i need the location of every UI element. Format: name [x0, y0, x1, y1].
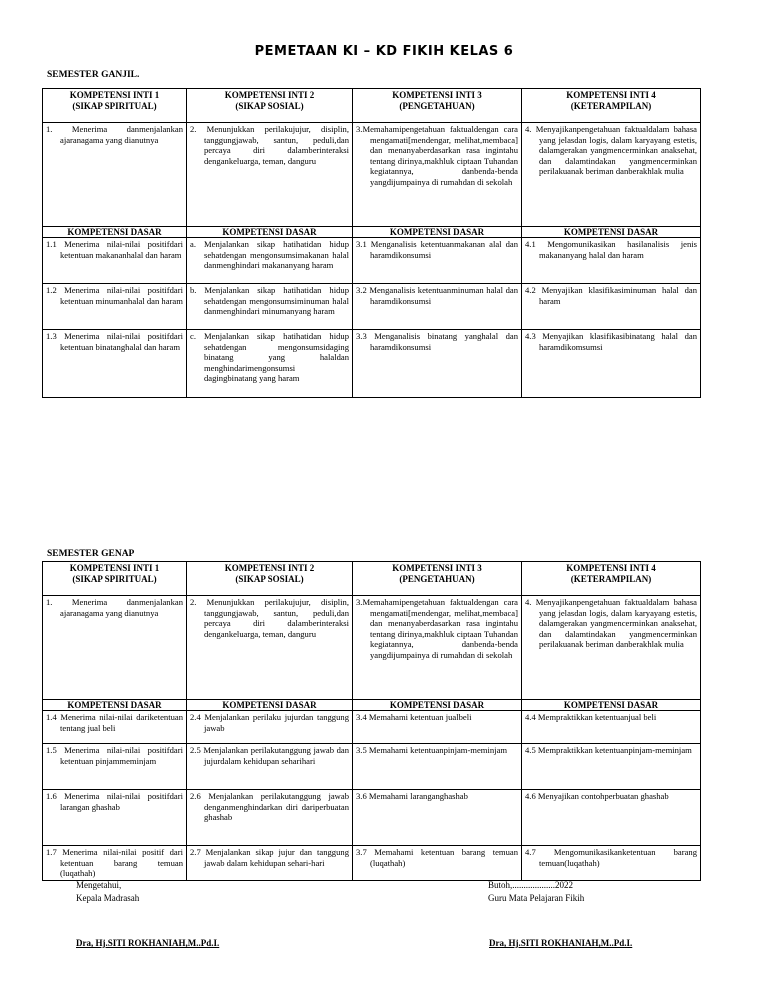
- kd-text: 4.5 Mempraktikkan ketentuanpinjam-meminjam: [525, 745, 692, 755]
- kd-row: [43, 284, 701, 330]
- ki-text-cell: [43, 596, 187, 700]
- kd-row: [43, 711, 701, 744]
- ki-text: 1. Menerima danmenjalankan ajaranagama yang dianutnya: [46, 597, 183, 618]
- kd-text: c. Menjalankan sikap hatihatidan hidup sehatdengan mengonsumsidaging binatang yang halaldan menghindarimengonsumsi dagingbinatang yang haram: [190, 331, 349, 384]
- kd-text: 4.3 Menyajikan klasifikasibinatang halal dan haramdikomsumsi: [525, 331, 697, 352]
- ki-header-cell: [187, 562, 353, 596]
- ki-text-cell: [187, 596, 353, 700]
- kd-text: 3.5 Memahami ketentuanpinjam-meminjam: [356, 745, 508, 755]
- ki-text: 4. Menyajikanpengetahuan faktualdalam bahasa yang jelasdan logis, dalam karyayang estetis, dalamgerakan yangmencerminkan anaksehat, dan dalamtindakan yangmencerminkan perilakuanak beriman danberakhlak mulia: [525, 597, 697, 650]
- ki-text-cell: [353, 123, 522, 227]
- kd-cell: [522, 284, 701, 330]
- kd-text: a. Menjalankan sikap hatihatidan hidup sehatdengan mengonsumsimakanan halal danmenghindari makananyang haram: [190, 239, 349, 271]
- kd-cell: [187, 284, 353, 330]
- kd-text: 1.7 Menerima nilai-nilai positif dari ketentuan barang temuan (luqathah): [46, 847, 183, 879]
- kd-cell: [522, 238, 701, 284]
- ki-text-cell: [522, 123, 701, 227]
- kd-text: 3.2 Menganalisis ketentuanminuman halal dan haramdikonsumsi: [356, 285, 518, 306]
- ki-text-cell: [187, 123, 353, 227]
- kd-text: 2.5 Menjalankan perilakutanggung jawab dan jujurdalam kehidupan seharihari: [190, 745, 349, 766]
- kd-text: 3.6 Memahami laranganghashab: [356, 791, 468, 801]
- kd-cell: [353, 238, 522, 284]
- ki-header-line1: KOMPETENSI INTI 4: [566, 563, 656, 573]
- ki-header-cell: [43, 89, 187, 123]
- kd-cell: [353, 790, 522, 846]
- ki-header-line2: (PENGETAHUAN): [399, 574, 475, 584]
- kd-text: 1.2 Menerima nilai-nilai positifdari ketentuan minumanhalal dan haram: [46, 285, 183, 306]
- page-title: PEMETAAN KI – KD FIKIH KELAS 6: [254, 44, 514, 59]
- ki-header-cell: [353, 89, 522, 123]
- kd-header-cell: KOMPETENSI DASAR: [522, 227, 701, 238]
- ki-text: 2. Menunjukkan perilakujujur, disiplin, tanggungjawab, santun, peduli,dan percaya diri dalamberinteraksi dengankeluarga, teman, danguru: [190, 597, 349, 639]
- kd-text: 1.1 Menerima nilai-nilai positifdari ketentuan makananhalal dan haram: [46, 239, 183, 260]
- kd-cell: [43, 238, 187, 284]
- kd-cell: [353, 330, 522, 398]
- kd-cell: [187, 711, 353, 744]
- kd-row: [43, 238, 701, 284]
- kd-text: 2.4 Menjalankan perilaku jujurdan tanggung jawab: [190, 712, 349, 733]
- kd-header-row: [43, 700, 701, 711]
- signature-left: [76, 879, 139, 905]
- kd-cell: [353, 711, 522, 744]
- kd-header-cell: KOMPETENSI DASAR: [353, 227, 522, 238]
- kd-text: 1.4 Menerima nilai-nilai dariketentuan tentang jual beli: [46, 712, 183, 733]
- semester-ganjil-label: SEMESTER GANJIL.: [47, 70, 140, 80]
- kd-text: 3.1 Menganalisis ketentuanmakanan alal dan haramdikonsumsi: [356, 239, 518, 260]
- ki-text-cell: [353, 596, 522, 700]
- genap-table: [42, 561, 701, 881]
- ki-header-row: [43, 89, 701, 123]
- kd-header-cell: KOMPETENSI DASAR: [522, 700, 701, 711]
- kd-text: 2.7 Menjalankan sikap jujur dan tanggung jawab dalam kehidupan sehari-hari: [190, 847, 349, 868]
- kd-cell: [353, 744, 522, 790]
- ki-text: 3.Memahamipengetahuan faktualdengan cara mengamati[mendengar, melihat,membaca] dan menanyaberdasarkan rasa ingintahu tentang dirinya,makhluk ciptaan Tuhandan kegiatannya, danbenda-benda yangdijumpainya di rumahdan di sekolah: [356, 124, 518, 187]
- ki-header-cell: [43, 562, 187, 596]
- kd-text: 3.4 Memahami ketentuan jualbeli: [356, 712, 472, 722]
- kd-text: b. Menjalankan sikap hatihatidan hidup sehatdengan mengonsumsiminuman halal danmenghindari minumanyang haram: [190, 285, 349, 317]
- kd-cell: [353, 846, 522, 881]
- kd-text: 1.5 Menerima nilai-nilai positifdari ketentuan pinjammeminjam: [46, 745, 183, 766]
- kd-text: 4.1 Mengomunikasikan hasilanalisis jenis makananyang halal dan haram: [525, 239, 697, 260]
- kd-text: 4.6 Menyajikan contohperbuatan ghashab: [525, 791, 669, 801]
- ki-text: 3.Memahamipengetahuan faktualdengan cara mengamati[mendengar, melihat,membaca] dan menanyaberdasarkan rasa ingintahu tentang dirinya,makhluk ciptaan Tuhandan kegiatannya, danbenda-benda yangdijumpainya di rumahdan di sekolah: [356, 597, 518, 660]
- kd-cell: [522, 790, 701, 846]
- kd-cell: [43, 790, 187, 846]
- kd-text: 3.3 Menganalisis binatang yanghalal dan haramdikonsumsi: [356, 331, 518, 352]
- ki-header-cell: [522, 89, 701, 123]
- kd-cell: [522, 846, 701, 881]
- kd-text: 2.6 Menjalankan perilakutanggung jawab denganmenghindarkan diri dariperbuatan ghashab: [190, 791, 349, 823]
- kd-cell: [43, 846, 187, 881]
- kd-header-cell: KOMPETENSI DASAR: [353, 700, 522, 711]
- ki-header-line2: (SIKAP SPIRITUAL): [72, 574, 157, 584]
- kd-header-cell: KOMPETENSI DASAR: [187, 227, 353, 238]
- ki-header-line1: KOMPETENSI INTI 2: [224, 563, 315, 573]
- ki-header-cell: [353, 562, 522, 596]
- kd-text: 1.6 Menerima nilai-nilai positifdari larangan ghashab: [46, 791, 183, 812]
- kd-cell: [353, 284, 522, 330]
- kd-cell: [522, 330, 701, 398]
- ki-text: 1. Menerima danmenjalankan ajaranagama yang dianutnya: [46, 124, 183, 145]
- ki-header-line1: KOMPETENSI INTI 4: [566, 90, 656, 100]
- kd-cell: [187, 790, 353, 846]
- kd-cell: [43, 284, 187, 330]
- ki-text-row: [43, 596, 701, 700]
- ki-text-row: [43, 123, 701, 227]
- ki-text: 4. Menyajikanpengetahuan faktualdalam bahasa yang jelasdan logis, dalam karyayang estetis, dalamgerakan yangmencerminkan anaksehat, dan dalamtindakan yangmencerminkan perilakuanak beriman danberakhlak mulia: [525, 124, 697, 177]
- signature-right: [488, 879, 584, 905]
- semester-genap-label: SEMESTER GENAP: [47, 549, 135, 559]
- ki-header-line1: KOMPETENSI INTI 3: [392, 563, 482, 573]
- kd-header-cell: KOMPETENSI DASAR: [43, 227, 187, 238]
- signature-right-line1: Butoh,...................2022: [488, 880, 574, 890]
- kd-cell: [43, 744, 187, 790]
- kd-cell: [43, 330, 187, 398]
- ki-header-line1: KOMPETENSI INTI 3: [392, 90, 482, 100]
- ki-header-line2: (SIKAP SOSIAL): [235, 101, 304, 111]
- kd-text: 3.7 Memahami ketentuan barang temuan (luqathah): [356, 847, 518, 868]
- kd-cell: [187, 744, 353, 790]
- ki-header-line2: (KETERAMPILAN): [570, 101, 652, 111]
- kd-row: [43, 846, 701, 881]
- signature-right-name: Dra, Hj.SITI ROKHANIAH,M..Pd.I.: [489, 938, 633, 948]
- ki-header-row: [43, 562, 701, 596]
- ki-header-line2: (SIKAP SOSIAL): [235, 574, 304, 584]
- kd-cell: [187, 330, 353, 398]
- kd-cell: [522, 711, 701, 744]
- ki-header-line1: KOMPETENSI INTI 1: [69, 563, 160, 573]
- kd-header-cell: KOMPETENSI DASAR: [187, 700, 353, 711]
- ki-header-line2: (PENGETAHUAN): [399, 101, 475, 111]
- kd-row: [43, 744, 701, 790]
- ki-header-line2: (SIKAP SPIRITUAL): [72, 101, 157, 111]
- kd-text: 4.7 Mengomunikasikanketentuan barang temuan(luqathah): [525, 847, 697, 868]
- kd-header-cell: KOMPETENSI DASAR: [43, 700, 187, 711]
- kd-row: [43, 790, 701, 846]
- kd-cell: [187, 238, 353, 284]
- signature-right-line2: Guru Mata Pelajaran Fikih: [488, 893, 585, 903]
- kd-text: 4.2 Menyajikan klasifikasiminuman halal dan haram: [525, 285, 697, 306]
- ki-header-line2: (KETERAMPILAN): [570, 574, 652, 584]
- ki-text: 2. Menunjukkan perilakujujur, disiplin, tanggungjawab, santun, peduli,dan percaya diri dalamberinteraksi dengankeluarga, teman, danguru: [190, 124, 349, 166]
- ki-header-cell: [187, 89, 353, 123]
- ki-header-line1: KOMPETENSI INTI 2: [224, 90, 315, 100]
- ki-header-line1: KOMPETENSI INTI 1: [69, 90, 160, 100]
- kd-cell: [43, 711, 187, 744]
- kd-text: 4.4 Mempraktikkan ketentuanjual beli: [525, 712, 657, 722]
- kd-text: 1.3 Menerima nilai-nilai positifdari ketentuan binatanghalal dan haram: [46, 331, 183, 352]
- kd-header-row: [43, 227, 701, 238]
- signature-left-line1: Mengetahui,: [76, 880, 122, 890]
- ki-text-cell: [522, 596, 701, 700]
- signature-left-name: Dra, Hj.SITI ROKHANIAH,M..Pd.I.: [76, 938, 220, 948]
- kd-cell: [522, 744, 701, 790]
- ki-header-cell: [522, 562, 701, 596]
- ganjil-table: [42, 88, 701, 398]
- signature-left-line2: Kepala Madrasah: [76, 893, 140, 903]
- kd-cell: [187, 846, 353, 881]
- kd-row: [43, 330, 701, 398]
- ki-text-cell: [43, 123, 187, 227]
